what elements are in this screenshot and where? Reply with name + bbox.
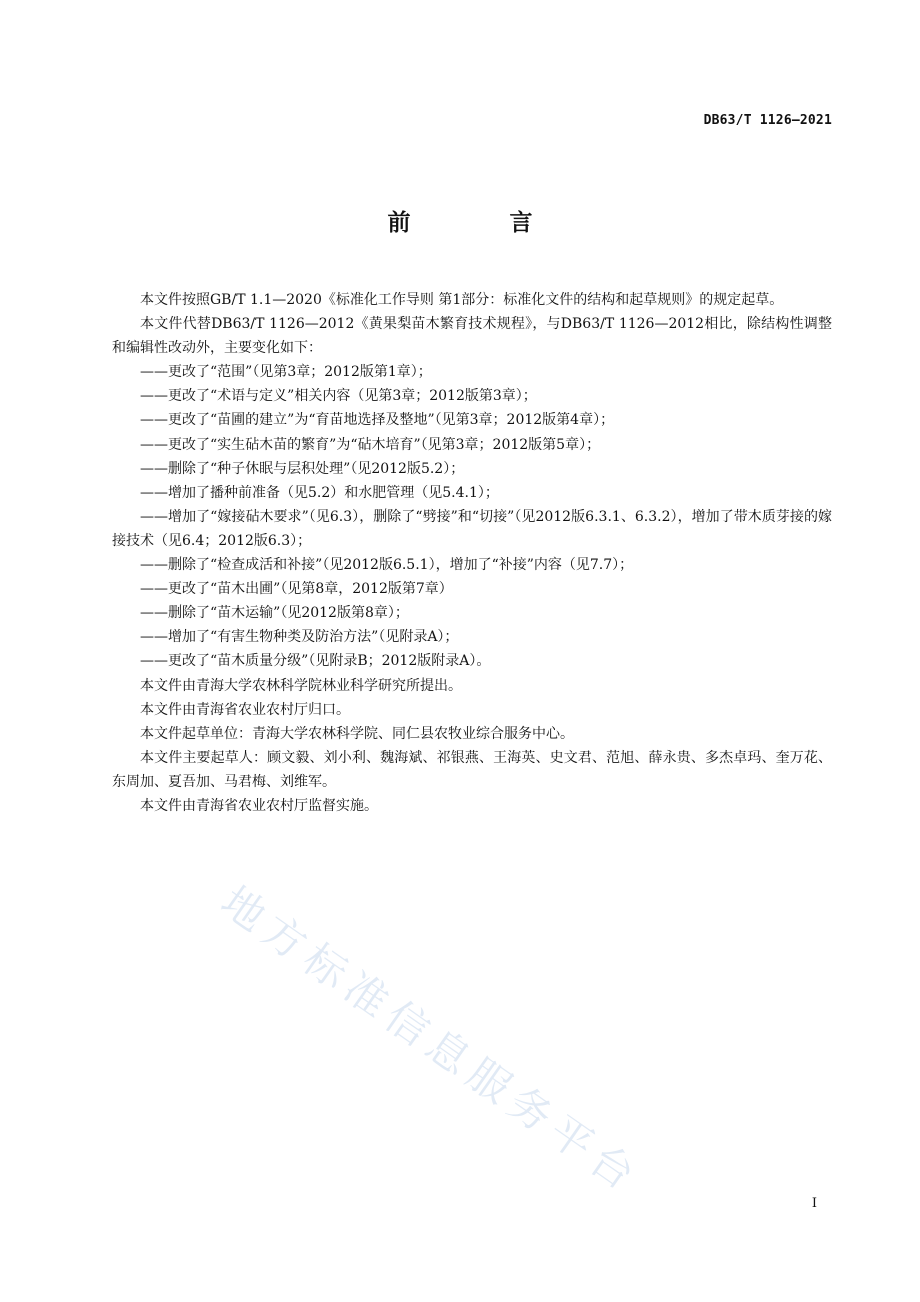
paragraph: 本文件由青海省农业农村厅监督实施。 <box>140 797 378 814</box>
change-item: ——增加了“有害生物种类及防治方法”（见附录A）； <box>140 629 459 646</box>
change-item: ——更改了“苗圃的建立”为“育苗地选择及整地”（见第3章；2012版第4章）； <box>140 412 615 429</box>
change-item: ——增加了播种前准备（见5.2）和水肥管理（见5.4.1）； <box>140 484 499 501</box>
change-item: ——更改了“实生砧木苗的繁育”为“砧木培育”（见第3章；2012版第5章）； <box>140 436 601 453</box>
change-item: ——更改了“苗木质量分级”（见附录B；2012版附录A）。 <box>140 653 491 670</box>
paragraph: 本文件按照GB/T 1.1—2020《标准化工作导则 第1部分：标准化文件的结构和起草规则》的规定起草。 <box>140 292 784 308</box>
paragraph: 本文件由青海省农业农村厅归口。 <box>140 701 350 718</box>
change-item: ——更改了“范围”（见第3章；2012版第1章）； <box>140 364 432 381</box>
change-item: ——删除了“检查成活和补接”（见2012版6.5.1），增加了“补接”内容（见7.7）； <box>140 557 634 574</box>
paragraph: 本文件起草单位：青海大学农林科学院、同仁县农牧业综合服务中心。 <box>140 725 574 742</box>
change-item: ——更改了“术语与定义”相关内容（见第3章；2012版第3章）； <box>140 388 537 405</box>
paragraph: 本文件代替DB63/T 1126—2012《黄果梨苗木繁育技术规程》，与DB63/T 1126—2012相比，除结构性调整和编辑性改动外，主要变化如下： <box>112 316 832 357</box>
change-item: ——删除了“苗木运输”（见2012版第8章）； <box>140 605 409 622</box>
change-item: ——更改了“苗木出圃”（见第8章，2012版第7章） <box>140 581 453 598</box>
paragraph: 本文件由青海大学农林科学院林业科学研究所提出。 <box>140 677 462 694</box>
foreword-body <box>112 288 832 818</box>
page-title: 前 言 <box>387 210 571 236</box>
change-item: ——增加了“嫁接砧木要求”（见6.3），删除了“劈接”和“切接”（见2012版6.3.1、6.3.2），增加了带木质芽接的嫁接技术（见6.4；2012版6.3）； <box>112 508 832 549</box>
paragraph: 本文件主要起草人：顾文毅、刘小利、魏海斌、祁银燕、王海英、史文君、范旭、薛永贵、多杰卓玛、奎万花、东周加、夏吾加、马君梅、刘维军。 <box>112 749 832 790</box>
watermark: 地方标准信息服务平台 <box>212 876 651 1204</box>
document-code: DB63/T 1126—2021 <box>703 113 832 128</box>
change-item: ——删除了“种子休眠与层积处理”（见2012版5.2）； <box>140 460 465 477</box>
page-number: I <box>811 1196 817 1211</box>
